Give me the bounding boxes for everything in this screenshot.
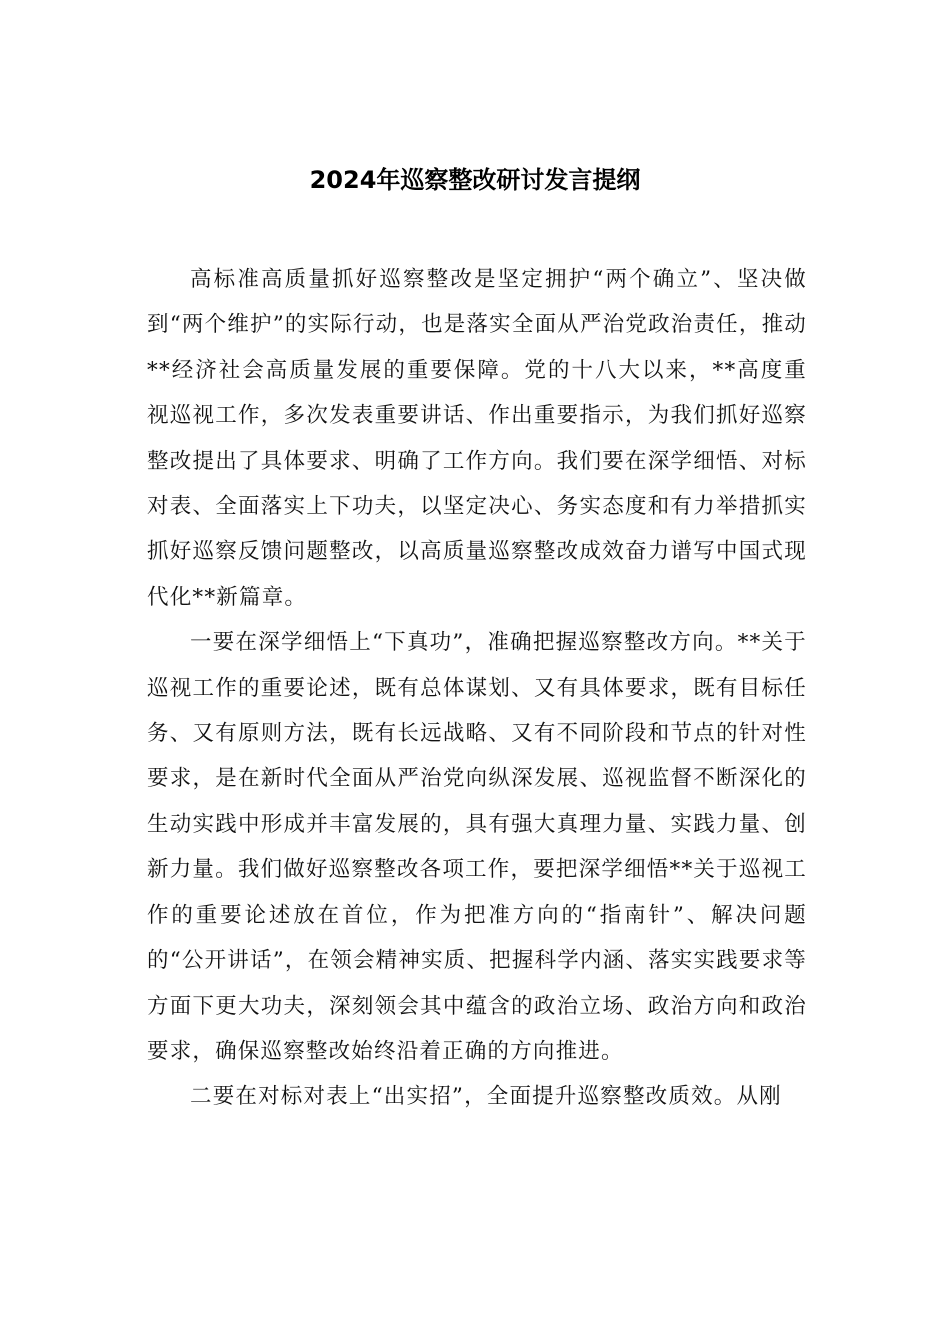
paragraph-intro: 高标准高质量抓好巡察整改是坚定拥护“两个确立”、坚决做到“两个维护”的实际行动，也是落实全面从严治党政治责任，推动**经济社会高质量发展的重要保障。党的十八大以来，**高度重视巡视工作，多次发表重要讲话、作出重要指示，为我们抓好巡察整改提出了具体要求、明确了工作方向。我们要在深学细悟、对标对表、全面落实上下功夫，以坚定决心、务实态度和有力举措抓实抓好巡察反馈问题整改，以高质量巡察整改成效奋力谱写中国式现代化**新篇章。 [147,267,807,610]
paragraph-point-one: 一要在深学细悟上“下真功”，准确把握巡察整改方向。**关于巡视工作的重要论述，既有总体谋划、又有具体要求，既有目标任务、又有原则方法，既有长远战略、又有不同阶段和节点的针对性要求，是在新时代全面从严治党向纵深发展、巡视监督不断深化的生动实践中形成并丰富发展的，具有强大真理力量、实践力量、创新力量。我们做好巡察整改各项工作，要把深学细悟**关于巡视工作的重要论述放在首位，作为把准方向的“指南针”、解决问题的“公开讲话”，在领会精神实质、把握科学内涵、落实实践要求等方面下更大功夫，深刻领会其中蕴含的政治立场、政治方向和政治要求，确保巡察整改始终沿着正确的方向推进。 [147,630,807,1064]
document-title: 2024年巡察整改研讨发言提纲 [309,166,641,194]
document-body [147,257,807,1120]
paragraph-point-two: 二要在对标对表上“出实招”，全面提升巡察整改质效。从刚 [190,1084,782,1110]
